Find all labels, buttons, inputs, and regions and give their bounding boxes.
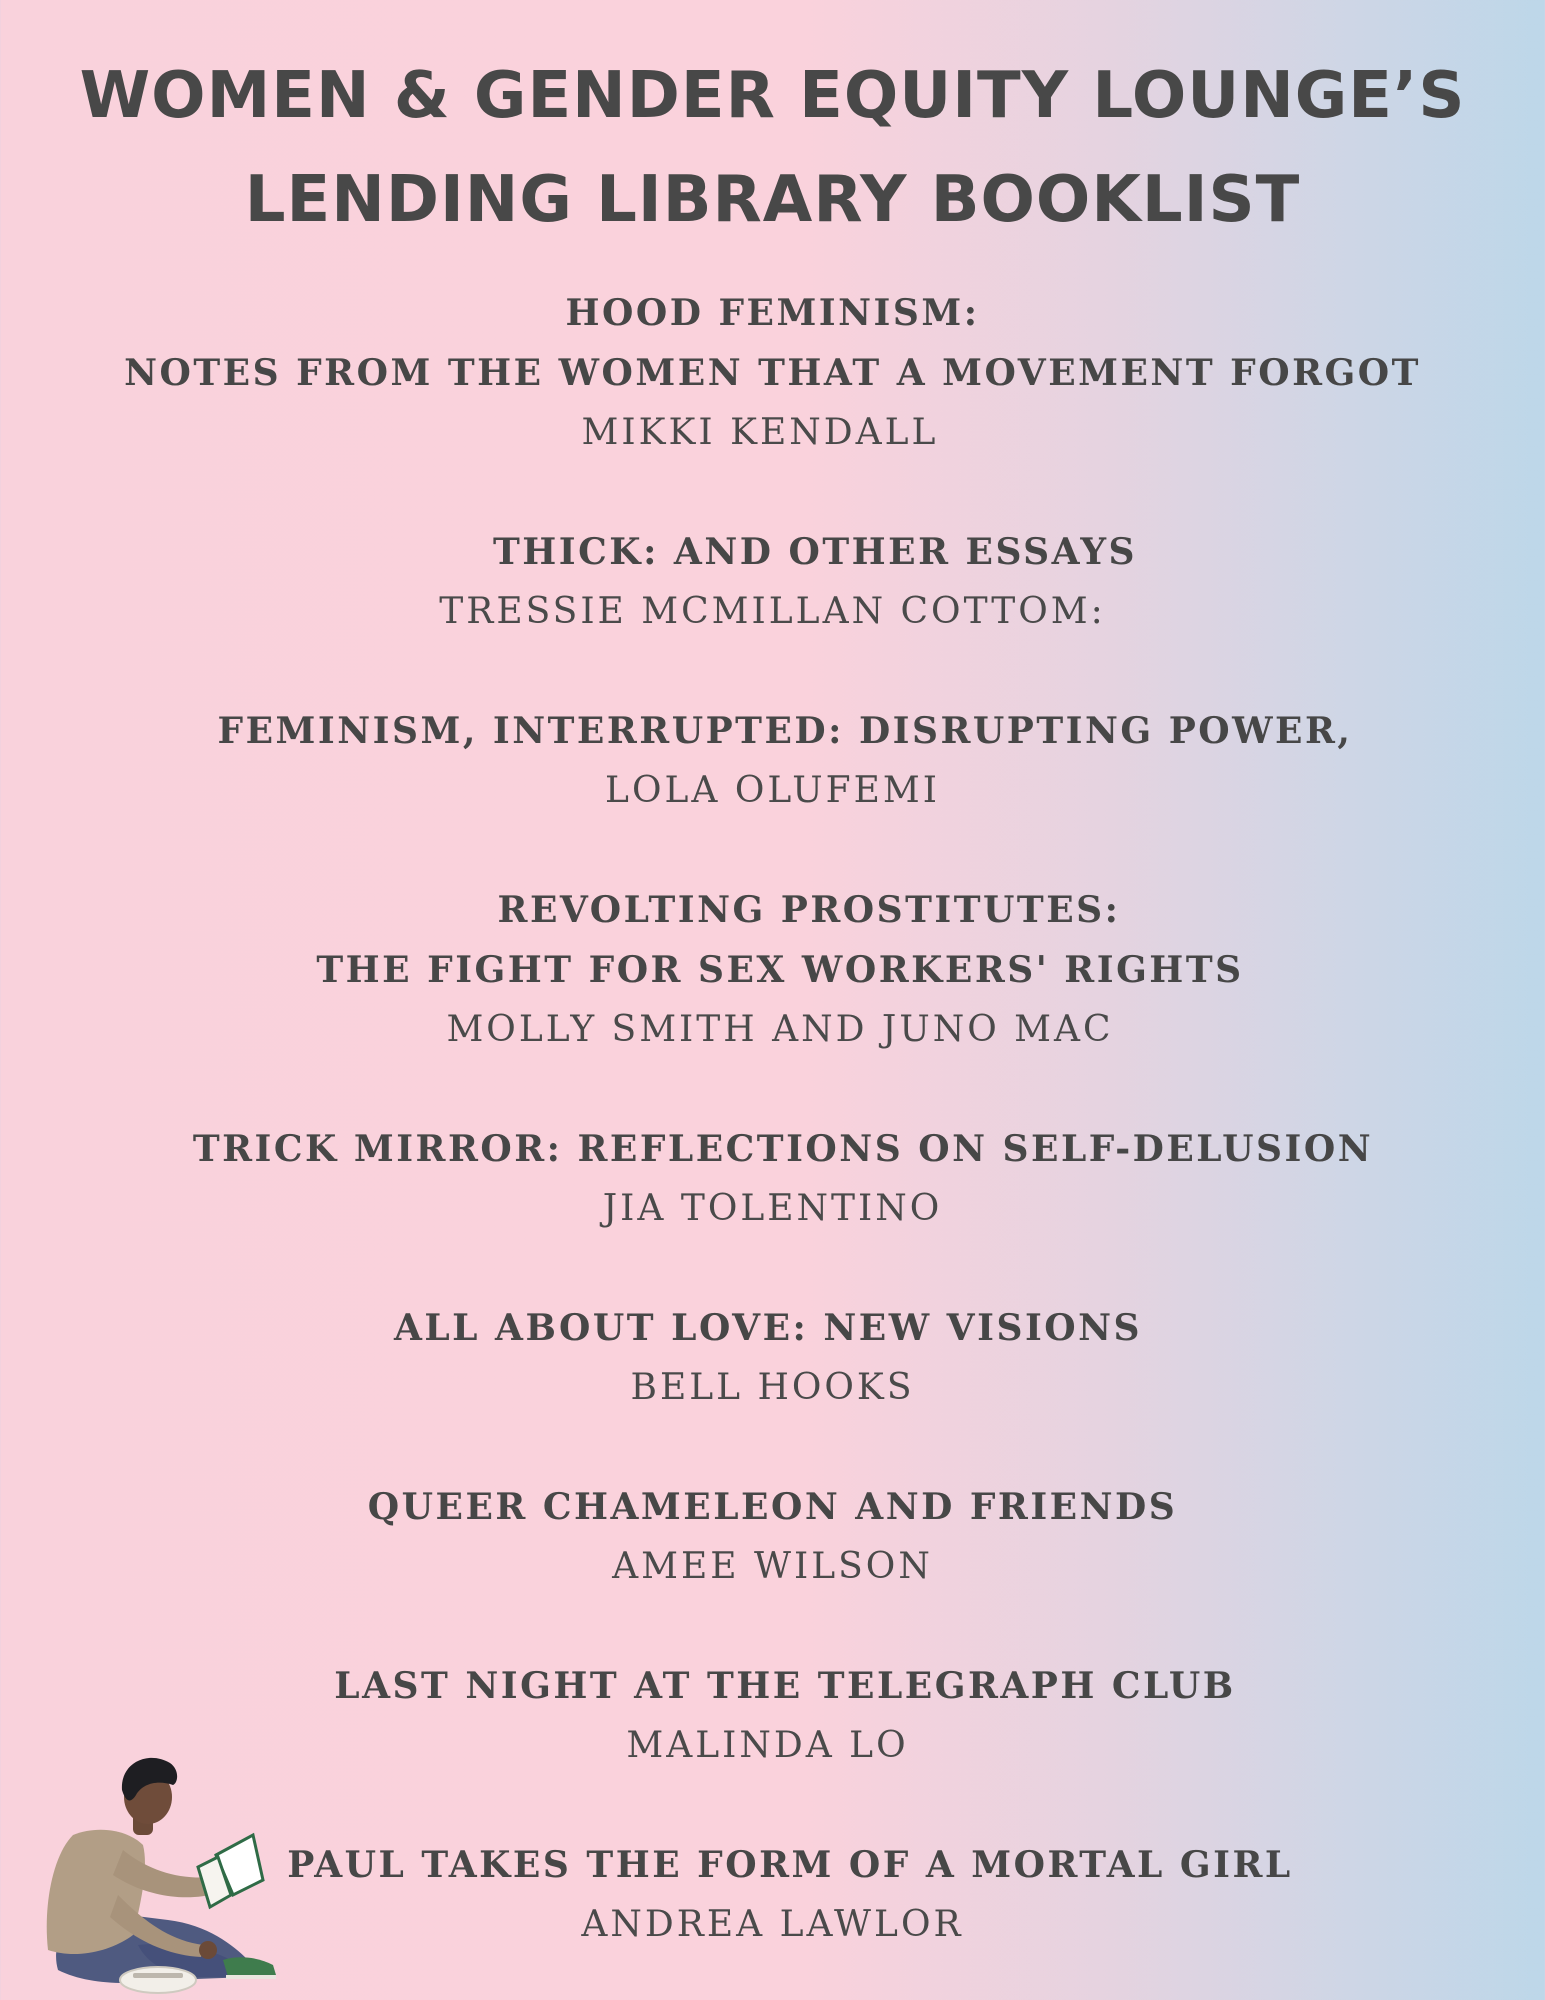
book-author: AMEE WILSON [612, 1546, 933, 1587]
poster-title-line-1: WOMEN & GENDER EQUITY LOUNGE’S [79, 59, 1466, 133]
person-reading-book-icon [18, 1745, 298, 1995]
book-author: MOLLY SMITH AND JUNO MAC [446, 1009, 1114, 1050]
book-author: ANDREA LAWLOR [581, 1904, 964, 1945]
book-title-line: THE FIGHT FOR SEX WORKERS' RIGHTS [316, 949, 1244, 991]
book-title-line: PAUL TAKES THE FORM OF A MORTAL GIRL [287, 1844, 1293, 1886]
book-author: MALINDA LO [626, 1725, 909, 1766]
book-author: TRESSIE MCMILLAN COTTOM: [439, 591, 1106, 632]
book-title-line: QUEER CHAMELEON AND FRIENDS [367, 1486, 1178, 1528]
book-title-line: LAST NIGHT AT THE TELEGRAPH CLUB [334, 1665, 1236, 1707]
book-author: MIKKI KENDALL [581, 412, 939, 453]
book-title-line: HOOD FEMINISM: [565, 292, 980, 334]
book-author: LOLA OLUFEMI [605, 770, 940, 811]
book-title-line: THICK: AND OTHER ESSAYS [492, 531, 1138, 573]
book-title-line: REVOLTING PROSTITUTES: [497, 889, 1121, 931]
book-title-line: ALL ABOUT LOVE: NEW VISIONS [393, 1307, 1143, 1349]
book-title-line: NOTES FROM THE WOMEN THAT A MOVEMENT FORGOT [124, 352, 1421, 394]
book-title-line: FEMINISM, INTERRUPTED: DISRUPTING POWER, [217, 710, 1353, 752]
book-author: BELL HOOKS [630, 1367, 915, 1408]
poster-title-line-2: LENDING LIBRARY BOOKLIST [244, 163, 1301, 237]
book-title-line: TRICK MIRROR: REFLECTIONS ON SELF-DELUSION [192, 1128, 1374, 1170]
book-author: JIA TOLENTINO [602, 1188, 943, 1229]
